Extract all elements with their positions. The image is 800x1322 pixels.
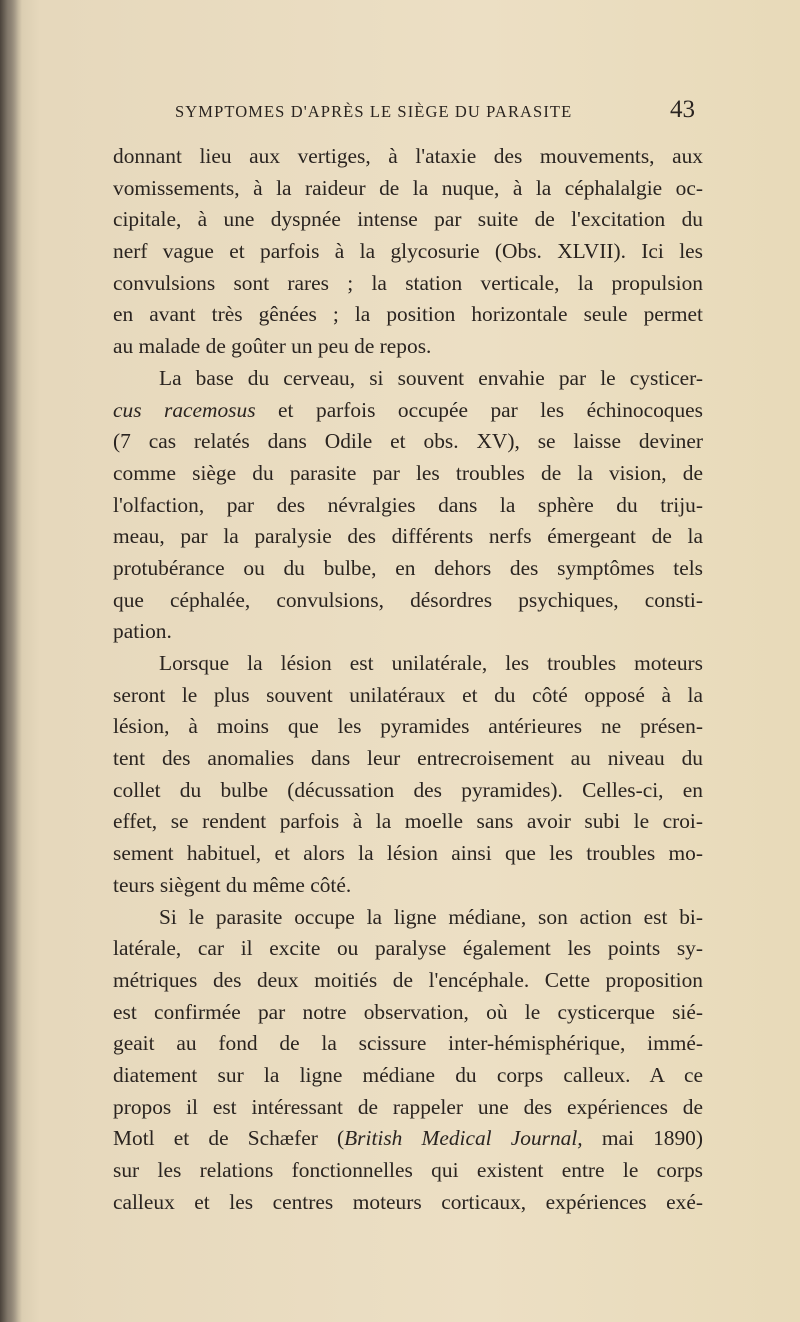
text-line: Si le parasite occupe la ligne médiane, son action est bi- bbox=[159, 904, 703, 929]
text-line: geait au fond de la scissure inter-hémisphérique, immé- bbox=[113, 1031, 703, 1056]
text-line: pation. bbox=[113, 619, 172, 644]
running-head bbox=[175, 96, 695, 130]
text-line: au malade de goûter un peu de repos. bbox=[113, 334, 432, 359]
text-line: métriques des deux moitiés de l'encéphale. Cette proposition bbox=[113, 967, 703, 992]
text-line: en avant très gênées ; la position horizontale seule permet bbox=[113, 302, 703, 327]
text-line: teurs siègent du même côté. bbox=[113, 872, 352, 897]
paragraph-start-line bbox=[113, 648, 703, 680]
text-line: cipitale, à une dyspnée intense par suite de l'excitation du bbox=[113, 207, 703, 232]
book-spine-shadow bbox=[0, 0, 22, 1322]
body-text bbox=[113, 141, 703, 1218]
text-line: convulsions sont rares ; la station verticale, la propulsion bbox=[113, 270, 703, 295]
text-line: protubérance ou du bulbe, en dehors des symptômes tels bbox=[113, 555, 703, 580]
text-line: calleux et les centres moteurs corticaux, expériences exé- bbox=[113, 1189, 703, 1214]
paragraph-start-line bbox=[113, 363, 703, 395]
text-line: propos il est intéressant de rappeler une des expériences de bbox=[113, 1094, 703, 1119]
page-number: 43 bbox=[670, 96, 695, 123]
text-line: meau, par la paralysie des différents nerfs émergeant de la bbox=[113, 524, 703, 549]
text-line: donnant lieu aux vertiges, à l'ataxie des mouvements, aux bbox=[113, 144, 703, 168]
text-line: seront le plus souvent unilatéraux et du côté opposé à la bbox=[113, 682, 703, 707]
italic-text: cus racemosus bbox=[113, 397, 256, 422]
text-line: est confirmée par notre observation, où le cysticerque sié- bbox=[113, 999, 703, 1024]
text-line: nerf vague et parfois à la glycosurie (Obs. XLVII). Ici les bbox=[113, 239, 703, 264]
text-line-italic-mid: Motl et de Schæfer (British Medical Journal, mai 1890) bbox=[113, 1126, 703, 1151]
text-line: sement habituel, et alors la lésion ainsi que les troubles mo- bbox=[113, 841, 703, 866]
text-line: latérale, car il excite ou paralyse également les points sy- bbox=[113, 936, 703, 961]
text-line: comme siège du parasite par les troubles de la vision, de bbox=[113, 460, 703, 485]
text-line: Lorsque la lésion est unilatérale, les troubles moteurs bbox=[159, 651, 703, 675]
text-line: diatement sur la ligne médiane du corps calleux. A ce bbox=[113, 1062, 703, 1087]
text-line: l'olfaction, par des névralgies dans la sphère du triju- bbox=[113, 492, 703, 517]
text-line: vomissements, à la raideur de la nuque, à la céphalalgie oc- bbox=[113, 175, 703, 200]
text-line: (7 cas relatés dans Odile et obs. XV), se laisse deviner bbox=[113, 429, 703, 454]
text-line: sur les relations fonctionnelles qui existent entre le corps bbox=[113, 1158, 703, 1182]
text-line: effet, se rendent parfois à la moelle sans avoir subi le croi- bbox=[113, 809, 703, 834]
text-line: tent des anomalies dans leur entrecroisement au niveau du bbox=[113, 746, 703, 771]
text-line: lésion, à moins que les pyramides antérieures ne présen- bbox=[113, 714, 703, 739]
paragraph-start-line bbox=[113, 902, 703, 934]
running-title: SYMPTOMES D'APRÈS LE SIÈGE DU PARASITE bbox=[175, 102, 573, 121]
italic-text: British Medical Journal, bbox=[344, 1126, 583, 1151]
text-line: La base du cerveau, si souvent envahie par le cysticer- bbox=[159, 365, 703, 390]
text-line-italic-start: cus racemosus et parfois occupée par les échinocoques bbox=[113, 397, 703, 422]
text-line: que céphalée, convulsions, désordres psychiques, consti- bbox=[113, 587, 703, 612]
text-line: collet du bulbe (décussation des pyramides). Celles-ci, en bbox=[113, 777, 703, 802]
